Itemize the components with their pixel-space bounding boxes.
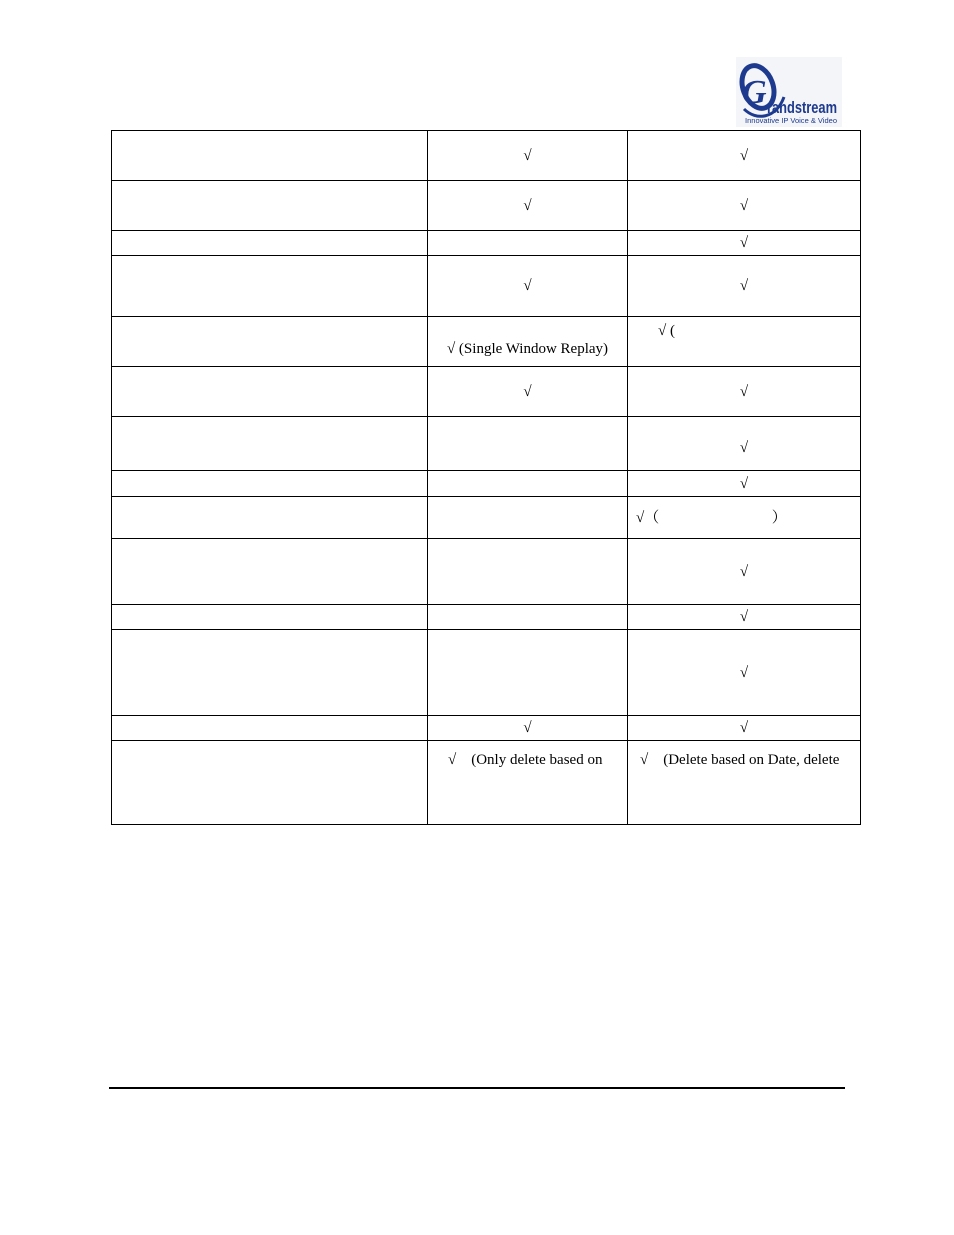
col3-cell: √ bbox=[628, 131, 861, 181]
logo-letter: G bbox=[742, 74, 767, 111]
feature-cell bbox=[112, 256, 428, 317]
feature-cell bbox=[112, 741, 428, 825]
table-row bbox=[112, 630, 861, 716]
feature-cell bbox=[112, 367, 428, 417]
col2-cell: √ bbox=[428, 131, 628, 181]
table-row bbox=[112, 539, 861, 605]
table-row bbox=[112, 181, 861, 231]
table-row bbox=[112, 256, 861, 317]
col2-cell bbox=[428, 539, 628, 605]
feature-cell bbox=[112, 605, 428, 630]
table-row bbox=[112, 497, 861, 539]
feature-cell bbox=[112, 716, 428, 741]
feature-cell bbox=[112, 539, 428, 605]
col2-cell bbox=[428, 471, 628, 497]
col3-cell: √ bbox=[628, 605, 861, 630]
table-row bbox=[112, 741, 861, 825]
col2-cell: √ (Only delete based on bbox=[428, 741, 628, 825]
col3-cell: √ ( bbox=[628, 317, 861, 367]
col3-cell: √ bbox=[628, 417, 861, 471]
feature-cell bbox=[112, 471, 428, 497]
footer-divider bbox=[109, 1087, 845, 1089]
col2-cell: √ (Single Window Replay) bbox=[428, 317, 628, 367]
col3-cell: √ bbox=[628, 367, 861, 417]
table-row bbox=[112, 367, 861, 417]
table-row bbox=[112, 317, 861, 367]
col2-cell bbox=[428, 605, 628, 630]
col3-cell: √ bbox=[628, 630, 861, 716]
col2-cell bbox=[428, 497, 628, 539]
table-row bbox=[112, 231, 861, 256]
col2-cell bbox=[428, 417, 628, 471]
table-row bbox=[112, 131, 861, 181]
col3-cell: √ (Delete based on Date, delete bbox=[628, 741, 861, 825]
col3-cell: √ bbox=[628, 539, 861, 605]
col3-cell: √（ ） bbox=[628, 497, 861, 539]
col2-cell: √ bbox=[428, 256, 628, 317]
feature-cell bbox=[112, 181, 428, 231]
feature-cell bbox=[112, 131, 428, 181]
col3-cell: √ bbox=[628, 256, 861, 317]
col2-cell bbox=[428, 231, 628, 256]
col3-cell: √ bbox=[628, 471, 861, 497]
feature-cell bbox=[112, 231, 428, 256]
table-row bbox=[112, 716, 861, 741]
table-row bbox=[112, 417, 861, 471]
feature-cell bbox=[112, 497, 428, 539]
col2-cell: √ bbox=[428, 716, 628, 741]
table-row bbox=[112, 605, 861, 630]
logo-tagline: Innovative IP Voice & Video bbox=[745, 118, 838, 125]
col3-cell: √ bbox=[628, 181, 861, 231]
feature-cell bbox=[112, 630, 428, 716]
grandstream-logo-icon bbox=[736, 57, 842, 127]
col2-cell bbox=[428, 630, 628, 716]
feature-cell bbox=[112, 417, 428, 471]
col2-cell: √ bbox=[428, 367, 628, 417]
logo-wordmark: randstream bbox=[767, 98, 837, 117]
feature-comparison-table bbox=[111, 130, 861, 825]
col2-cell: √ bbox=[428, 181, 628, 231]
col3-cell: √ bbox=[628, 231, 861, 256]
col3-cell: √ bbox=[628, 716, 861, 741]
table-row bbox=[112, 471, 861, 497]
feature-cell bbox=[112, 317, 428, 367]
grandstream-logo bbox=[736, 57, 842, 127]
